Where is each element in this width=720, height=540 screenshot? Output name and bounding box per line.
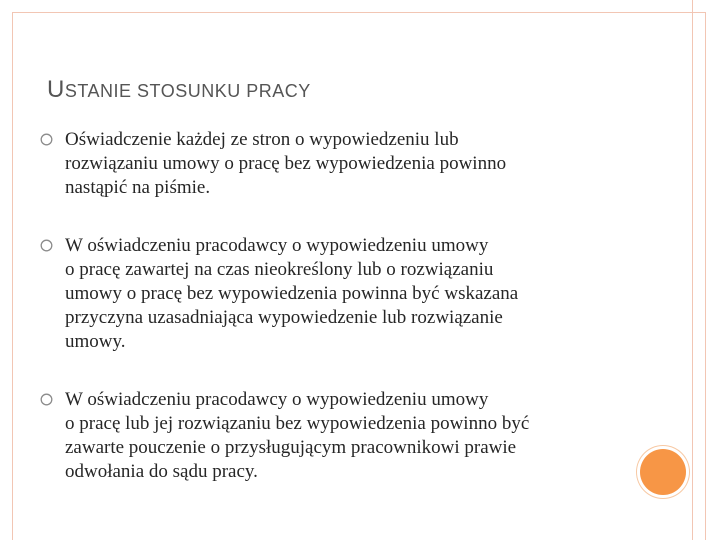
bullet-line: Oświadczenie każdej ze stron o wypowiedzeniu lub bbox=[65, 129, 459, 150]
bullet-list bbox=[40, 128, 620, 518]
hollow-circle-icon bbox=[40, 239, 53, 252]
side-rule bbox=[692, 0, 693, 540]
bullet-line: zawarte pouczenie o przysługującym pracownikowi prawie bbox=[65, 437, 517, 458]
accent-circle bbox=[640, 449, 686, 495]
bullet-line: przyczyna uzasadniająca wypowiedzenie lub rozwiązanie bbox=[65, 307, 503, 328]
bullet-item bbox=[40, 234, 620, 354]
slide-title bbox=[47, 76, 311, 104]
bullet-line: umowy. bbox=[65, 331, 126, 352]
bullet-line: W oświadczeniu pracodawcy o wypowiedzeniu umowy bbox=[65, 389, 489, 410]
bullet-item bbox=[40, 388, 620, 484]
bullet-line: rozwiązaniu umowy o pracę bez wypowiedzenia powinno bbox=[65, 153, 507, 174]
bullet-line: odwołania do sądu pracy. bbox=[65, 461, 258, 482]
bullet-line: o pracę lub jej rozwiązaniu bez wypowiedzenia powinno być bbox=[65, 413, 530, 434]
hollow-circle-icon bbox=[40, 393, 53, 406]
bullet-line: umowy o pracę bez wypowiedzenia powinna być wskazana bbox=[65, 283, 519, 304]
bullet-line: nastąpić na piśmie. bbox=[65, 177, 211, 198]
title-rest: STANIE STOSUNKU PRACY bbox=[64, 81, 311, 101]
bullet-line: W oświadczeniu pracodawcy o wypowiedzeniu umowy bbox=[65, 235, 489, 256]
hollow-circle-icon bbox=[40, 133, 53, 146]
title-first-letter: U bbox=[47, 76, 65, 103]
bullet-item bbox=[40, 128, 620, 200]
bullet-line: o pracę zawartej na czas nieokreślony lub o rozwiązaniu bbox=[65, 259, 494, 280]
